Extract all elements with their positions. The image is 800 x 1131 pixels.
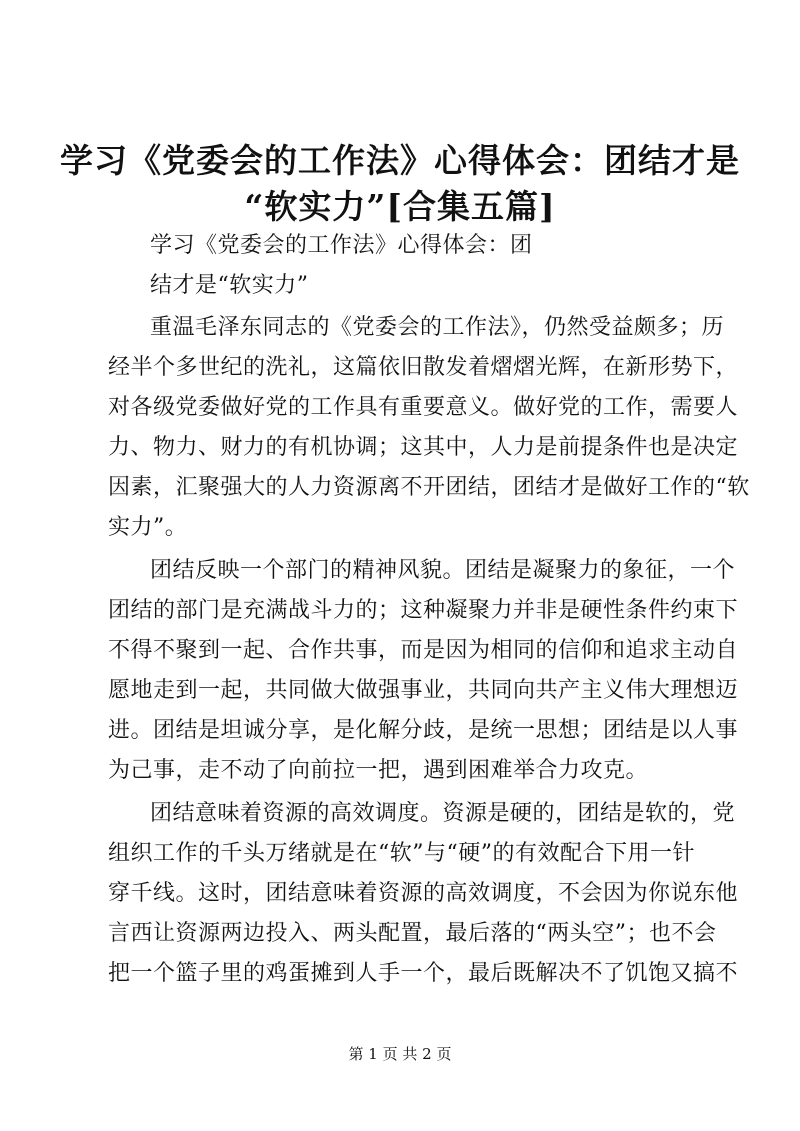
- paragraph-line: 团结反映一个部门的精神风貌。团结是凝聚力的象征，一个: [150, 558, 736, 583]
- document-title: [60, 138, 740, 230]
- paragraph-line: 力、物力、财力的有机协调；这其中，人力是前提条件也是决定: [108, 435, 739, 460]
- title-line-1: 学习《党委会的工作法》心得体会：团结才是: [60, 141, 740, 180]
- page-footer: 第 1 页 共 2 页: [348, 1045, 452, 1063]
- subtitle-line: 结才是“软实力”: [150, 273, 309, 298]
- paragraph-line: 愿地走到一起，共同做大做强事业，共同向共产主义伟大理想迈: [108, 678, 739, 703]
- paragraph-line: 实力”。: [108, 515, 188, 540]
- paragraph-line: 团结意味着资源的高效调度。资源是硬的，团结是软的，党: [150, 801, 736, 826]
- paragraph-line: 对各级党委做好党的工作具有重要意义。做好党的工作，需要人: [108, 395, 739, 420]
- paragraph-line: 为己事，走不动了向前拉一把，遇到困难举合力攻克。: [108, 758, 649, 783]
- paragraph-line: 穿千线。这时，团结意味着资源的高效调度，不会因为你说东他: [108, 881, 739, 906]
- title-line-2: “软实力”[合集五篇]: [244, 187, 556, 226]
- paragraph-line: 进。团结是坦诚分享，是化解分歧，是统一思想；团结是以人事: [108, 718, 739, 743]
- paragraph-line: 不得不聚到一起、合作共事，而是因为相同的信仰和追求主动自: [108, 638, 739, 663]
- paragraph-line: 言西让资源两边投入、两头配置，最后落的“两头空”；也不会: [108, 921, 717, 946]
- paragraph-line: 重温毛泽东同志的《党委会的工作法》，仍然受益颇多；历: [150, 315, 725, 340]
- paragraph-line: 把一个篮子里的鸡蛋摊到人手一个，最后既解决不了饥饱又搞不: [108, 961, 739, 986]
- paragraph-line: 团结的部门是充满战斗力的；这种凝聚力并非是硬性条件约束下: [108, 598, 739, 623]
- subtitle-line: 学习《党委会的工作法》心得体会：团: [150, 233, 533, 258]
- paragraph-line: 经半个多世纪的洗礼，这篇依旧散发着熠熠光辉，在新形势下，: [108, 355, 739, 380]
- paragraph-line: 因素，汇聚强大的人力资源离不开团结，团结才是做好工作的“软: [108, 475, 750, 500]
- paragraph-line: 组织工作的千头万绪就是在“软”与“硬”的有效配合下用一针: [108, 841, 695, 866]
